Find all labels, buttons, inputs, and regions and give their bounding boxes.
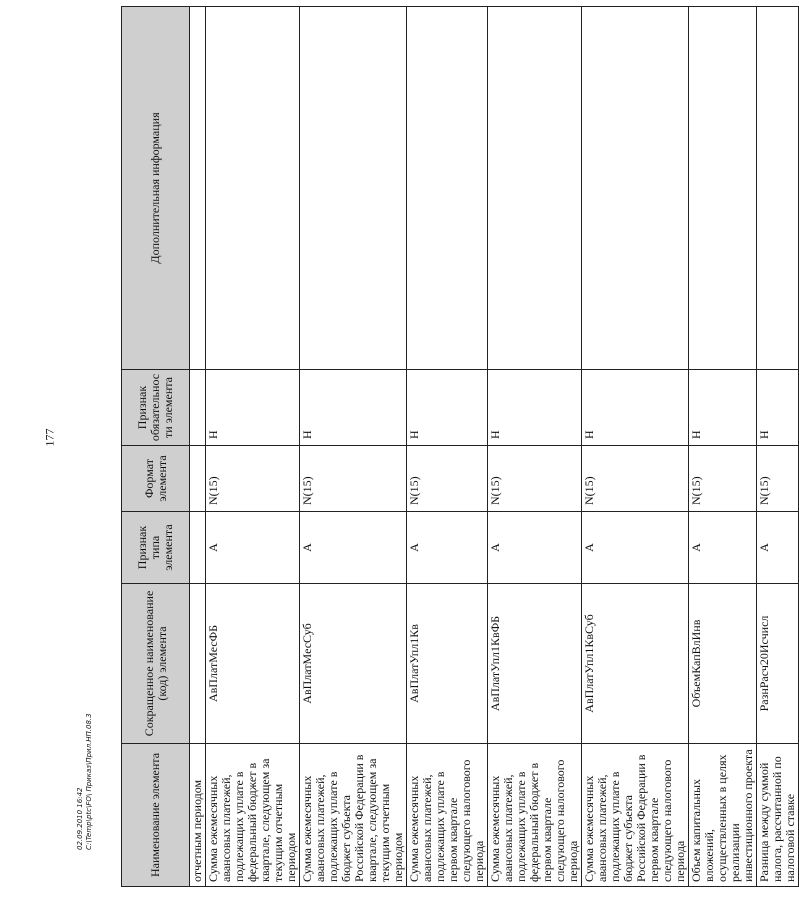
element-format: N(15) (407, 446, 488, 512)
footer (76, 710, 112, 850)
element-required: Н (757, 370, 799, 446)
table-row (757, 7, 799, 887)
element-code: РазнРасч20Исчисл (757, 584, 799, 744)
table-row (488, 7, 582, 887)
element-name: Объем капитальных вложений, осуществленных в целях реализации инвестиционного проекта (689, 744, 757, 887)
element-required: Н (206, 370, 300, 446)
element-type: А (757, 512, 799, 584)
element-format: N(15) (206, 446, 300, 512)
table-row (407, 7, 488, 887)
element-required: Н (488, 370, 582, 446)
element-name: Сумма ежемесячных авансовых платежей, подлежащих уплате в бюджет субъекта Российской Федерации в квартале, следующем за текущим отчетным периодом (300, 744, 407, 887)
element-name: Сумма ежемесячных авансовых платежей, подлежащих уплате в федеральный бюджет в квартале, следующем за текущим отчетным периодом (206, 744, 300, 887)
element-code: АвПлатУпл1КвФБ (488, 584, 582, 744)
element-type: А (582, 512, 689, 584)
element-info (407, 7, 488, 370)
table-row (582, 7, 689, 887)
table-cell (190, 446, 206, 512)
element-info (757, 7, 799, 370)
header-cell: Наименование элемента (122, 744, 190, 887)
element-info (488, 7, 582, 370)
rotated-table-container (121, 7, 797, 887)
element-type: А (488, 512, 582, 584)
table-cell (190, 584, 206, 744)
element-format: N(15) (757, 446, 799, 512)
element-info (582, 7, 689, 370)
table-cell (190, 7, 206, 370)
element-required: Н (582, 370, 689, 446)
element-required: Н (300, 370, 407, 446)
element-type: А (689, 512, 757, 584)
header-cell: Сокращенное наименование (код) элемента (122, 584, 190, 744)
element-required: Н (407, 370, 488, 446)
element-code: АвПлатУпл1Кв (407, 584, 488, 744)
element-type: А (407, 512, 488, 584)
element-code: АвПлатМесСуб (300, 584, 407, 744)
footer-date: 02.09.2010 16:42 (76, 787, 84, 850)
element-code: АвПлатМесФБ (206, 584, 300, 744)
element-format: N(15) (689, 446, 757, 512)
element-format: N(15) (300, 446, 407, 512)
element-format: N(15) (488, 446, 582, 512)
element-name: Сумма ежемесячных авансовых платежей, подлежащих уплате в первом квартале следующего налогового периода (407, 744, 488, 887)
element-info (689, 7, 757, 370)
element-info (300, 7, 407, 370)
elements-table (121, 6, 799, 887)
table-row (689, 7, 757, 887)
element-format: N(15) (582, 446, 689, 512)
element-type: А (206, 512, 300, 584)
element-code: АвПлатУпл1КвСуб (582, 584, 689, 744)
header-cell: Дополнительная информация (122, 7, 190, 370)
table-row (206, 7, 300, 887)
header-cell: Формат элемента (122, 446, 190, 512)
header-cell: Признак типа элемента (122, 512, 190, 584)
element-name: Разница между суммой налога, рассчитанной по налоговой ставке (757, 744, 799, 887)
element-type: А (300, 512, 407, 584)
element-info (206, 7, 300, 370)
table-row (300, 7, 407, 887)
element-code: ОбъемКапВлИнв (689, 584, 757, 744)
table-header-row (122, 7, 190, 887)
element-required: Н (689, 370, 757, 446)
table-cell (190, 512, 206, 584)
element-name: Сумма ежемесячных авансовых платежей, подлежащих уплате в федеральный бюджет в первом квартале следующего налогового периода (488, 744, 582, 887)
page-number: 177 (42, 428, 57, 447)
continuation-cell: отчетным периодом (190, 744, 206, 887)
table-row (190, 7, 206, 887)
table-cell (190, 370, 206, 446)
footer-path: C:\Temp\ptc\FO\ Приказ\Прил.НП.08.3 (85, 713, 93, 850)
element-name: Сумма ежемесячных авансовых платежей, подлежащих уплате в бюджет субъекта Российской Федерации в первом квартале следующего налогового периода (582, 744, 689, 887)
header-cell: Признак обязательности элемента (122, 370, 190, 446)
